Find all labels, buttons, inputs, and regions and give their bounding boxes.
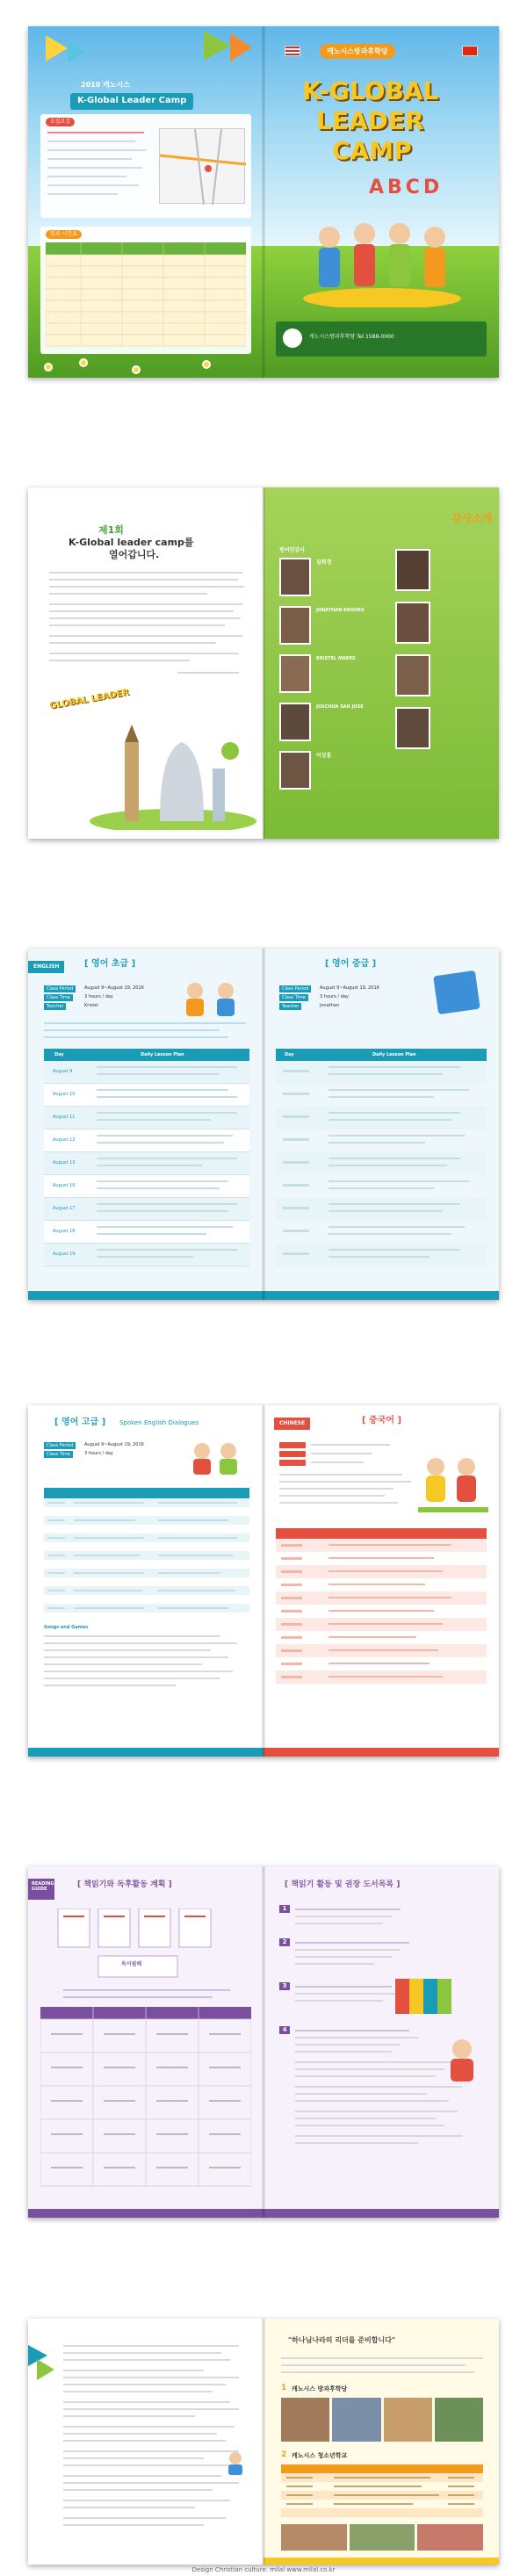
teacher-2-name: JONATHAN BROOKS: [316, 608, 365, 613]
english-spread: [28, 949, 499, 1300]
teacher-label-right: Teacher: [279, 1003, 301, 1010]
adv-period-label: Class Period: [44, 1442, 76, 1449]
songs-games-label: Songs and Games: [44, 1625, 89, 1630]
table-row: August 13: [44, 1152, 249, 1175]
english-intermediate-page: [264, 949, 499, 1300]
location-map: [159, 128, 245, 204]
lesson-table-grid-right: [276, 1061, 487, 1266]
cover-big-title-1: K-GLOBAL: [302, 76, 439, 105]
step-2-number: 2: [279, 1938, 290, 1946]
item-1-number: 1: [281, 2384, 287, 2392]
item-2-number: 2: [281, 2450, 287, 2459]
intro-heading-1: 제1회: [98, 524, 124, 536]
school-logo-icon: [283, 328, 302, 348]
cover-front-page: [264, 26, 499, 378]
teacher-photo-right-4: [395, 707, 430, 749]
schedule-card: [40, 114, 251, 218]
chinese-page: [264, 1405, 499, 1757]
teachers-page: [264, 487, 499, 839]
table-row: August 17: [44, 1198, 249, 1221]
book-stack-icon: [395, 1979, 451, 2014]
cover-year-label: 2010 캐노시스: [81, 81, 130, 89]
lesson-table-header-right: [276, 1049, 487, 1061]
cover-camp-title: K-Global Leader Camp: [70, 93, 193, 110]
cover-spread: [28, 26, 499, 378]
schedule-section-label: 모집요강: [46, 118, 75, 126]
timetable-card: [40, 227, 251, 354]
teacher-photo-right-1: [395, 549, 430, 591]
adv-table-grid: [44, 1498, 249, 1613]
kids-reading-icon: [177, 975, 248, 1019]
global-leader-logo: GLOBAL LEADER: [48, 688, 130, 711]
step-3-number: 3: [279, 1982, 290, 1990]
class-time-value-right: 3 hours / day: [320, 994, 349, 999]
class-period-label-right: Class Period: [279, 985, 311, 992]
kid-figure-icon: [218, 2450, 253, 2477]
abc-letters: ABCD: [369, 177, 444, 198]
chinese-tag: CHINESE: [274, 1418, 310, 1430]
table-row: August 11: [44, 1107, 249, 1129]
closing-promo-page: [264, 2319, 499, 2565]
class-time-value: 3 hours / day: [84, 994, 113, 999]
table-row: August 12: [44, 1129, 249, 1152]
adv-period-value: August 9~August 19, 2016: [84, 1442, 144, 1447]
english-intermediate-title: [ 영어 중급 ]: [325, 959, 377, 969]
landmarks-illustration: [90, 707, 256, 830]
chinese-kids-icon: [418, 1440, 488, 1519]
table-row: August 10: [44, 1084, 249, 1107]
teacher-1-name: 김희경: [316, 559, 332, 566]
teacher-value-right: Jonathan: [320, 1003, 340, 1008]
adv-time-value: 3 hours / day: [84, 1451, 113, 1456]
english-beginner-title: [ 영어 초급 ]: [84, 959, 136, 969]
english-advanced-page: [28, 1405, 264, 1757]
english-advanced-subtitle: Spoken English Dialogues: [119, 1419, 199, 1426]
usa-flag-icon: [285, 46, 300, 56]
reading-spread: [28, 1866, 499, 2218]
intro-page: [28, 487, 264, 839]
class-time-label-right: Class Time: [279, 994, 308, 1001]
chinese-table-header: [276, 1528, 487, 1539]
english-tag: ENGLISH: [28, 961, 64, 973]
reading-list-page: [264, 1866, 499, 2218]
teacher-5-name: 이상훈: [316, 753, 332, 759]
item-1-photos: [281, 2398, 483, 2442]
reading-table: [40, 2007, 251, 2191]
step-4-number: 4: [279, 2026, 290, 2034]
reading-plan-page: [28, 1866, 264, 2218]
table-row: August 9: [44, 1061, 249, 1084]
closing-spread: [28, 2319, 499, 2565]
class-period-value: August 9~August 19, 2016: [84, 985, 144, 991]
item-2-title: 캐노시스 청소년학교: [292, 2452, 348, 2459]
col-plan-header: Daily Lesson Plan: [141, 1052, 184, 1057]
arrow-deco-icon: [28, 2336, 63, 2389]
closing-quote: "하나님나라의 리더를 준비합니다": [288, 2336, 396, 2344]
cover-big-title-3: CAMP: [332, 136, 412, 165]
table-row: August 18: [44, 1221, 249, 1244]
teacher-1-role: 원어민강사: [279, 547, 305, 553]
col-day-header-right: Day: [285, 1052, 294, 1057]
teacher-4-photo: [279, 703, 311, 741]
book-label: 독서필해: [121, 1961, 142, 1967]
table-row: August 16: [44, 1175, 249, 1198]
class-period-label: Class Period: [44, 985, 76, 992]
teacher-4-name: JOSCHUA SAN JOSE: [316, 704, 364, 710]
english-advanced-title: [ 영어 고급 ]: [54, 1418, 106, 1427]
item-2-table: [281, 2464, 483, 2517]
timetable-grid: [46, 242, 246, 348]
dialogue-kids-icon: [186, 1433, 248, 1477]
cover-big-title-2: LEADER: [316, 106, 424, 135]
col-plan-header-right: Daily Lesson Plan: [372, 1052, 416, 1057]
teacher-5-photo: [279, 751, 311, 790]
chinese-title: [ 중국어 ]: [362, 1416, 402, 1425]
class-time-label: Class Time: [44, 994, 73, 1001]
cover-back-page: [28, 26, 264, 378]
teacher-1-photo: [279, 558, 311, 596]
teacher-2-photo: [279, 606, 311, 645]
intro-heading-2: K-Global leader camp를: [69, 537, 194, 548]
advanced-chinese-spread: [28, 1405, 499, 1757]
school-name-badge: 캐노시스방과후학당: [320, 44, 395, 59]
reading-plan-title: [ 책읽기와 독후활동 계획 ]: [77, 1880, 172, 1889]
reading-list-title: [ 책읽기 활동 및 권장 도서목록 ]: [285, 1880, 401, 1889]
class-period-value-right: August 9~August 19, 2016: [320, 985, 379, 991]
teacher-photo-right-3: [395, 654, 430, 696]
china-flag-icon: [462, 46, 478, 56]
teacher-label: Teacher: [44, 1003, 66, 1010]
step-1-number: 1: [279, 1905, 290, 1913]
closing-notes-page: [28, 2319, 264, 2565]
teacher-value: Kristel: [84, 1003, 98, 1008]
children-illustration: [299, 202, 466, 307]
col-day-header: Day: [54, 1052, 64, 1057]
teacher-photo-right-2: [395, 602, 430, 644]
adv-table-header: [44, 1488, 249, 1498]
teachers-title: 강사소개: [451, 512, 493, 524]
table-row: August 19: [44, 1244, 249, 1266]
map-roads-icon: [160, 129, 246, 205]
lesson-table-header: [44, 1049, 249, 1061]
intro-heading-3: 열어갑니다.: [109, 549, 160, 560]
contact-line: 캐노시스방과후학당 Tel 1588-0000: [309, 334, 394, 340]
item-2-photos: [281, 2524, 483, 2551]
teacher-3-photo: [279, 654, 311, 693]
reading-tag: READING GUIDE: [28, 1879, 54, 1900]
intro-spread: [28, 487, 499, 839]
contact-box: [276, 321, 487, 357]
arrow-shapes-icon: [28, 26, 264, 79]
chinese-table-grid: [276, 1539, 487, 1697]
adv-time-label: Class Time: [44, 1451, 73, 1458]
reading-girl-icon: [436, 2033, 488, 2086]
book-icon: [433, 971, 480, 1014]
timetable-section-label: 일과 시간표: [46, 230, 82, 239]
teacher-3-name: KRISTEL MAERS: [316, 656, 356, 661]
reading-flow-diagram: [49, 1909, 242, 1979]
english-beginner-page: [28, 949, 264, 1300]
item-1-title: 캐노시스 방과후학당: [292, 2385, 348, 2392]
design-credit: Design Christian culture. milal www.milal.co.kr: [191, 2566, 336, 2573]
